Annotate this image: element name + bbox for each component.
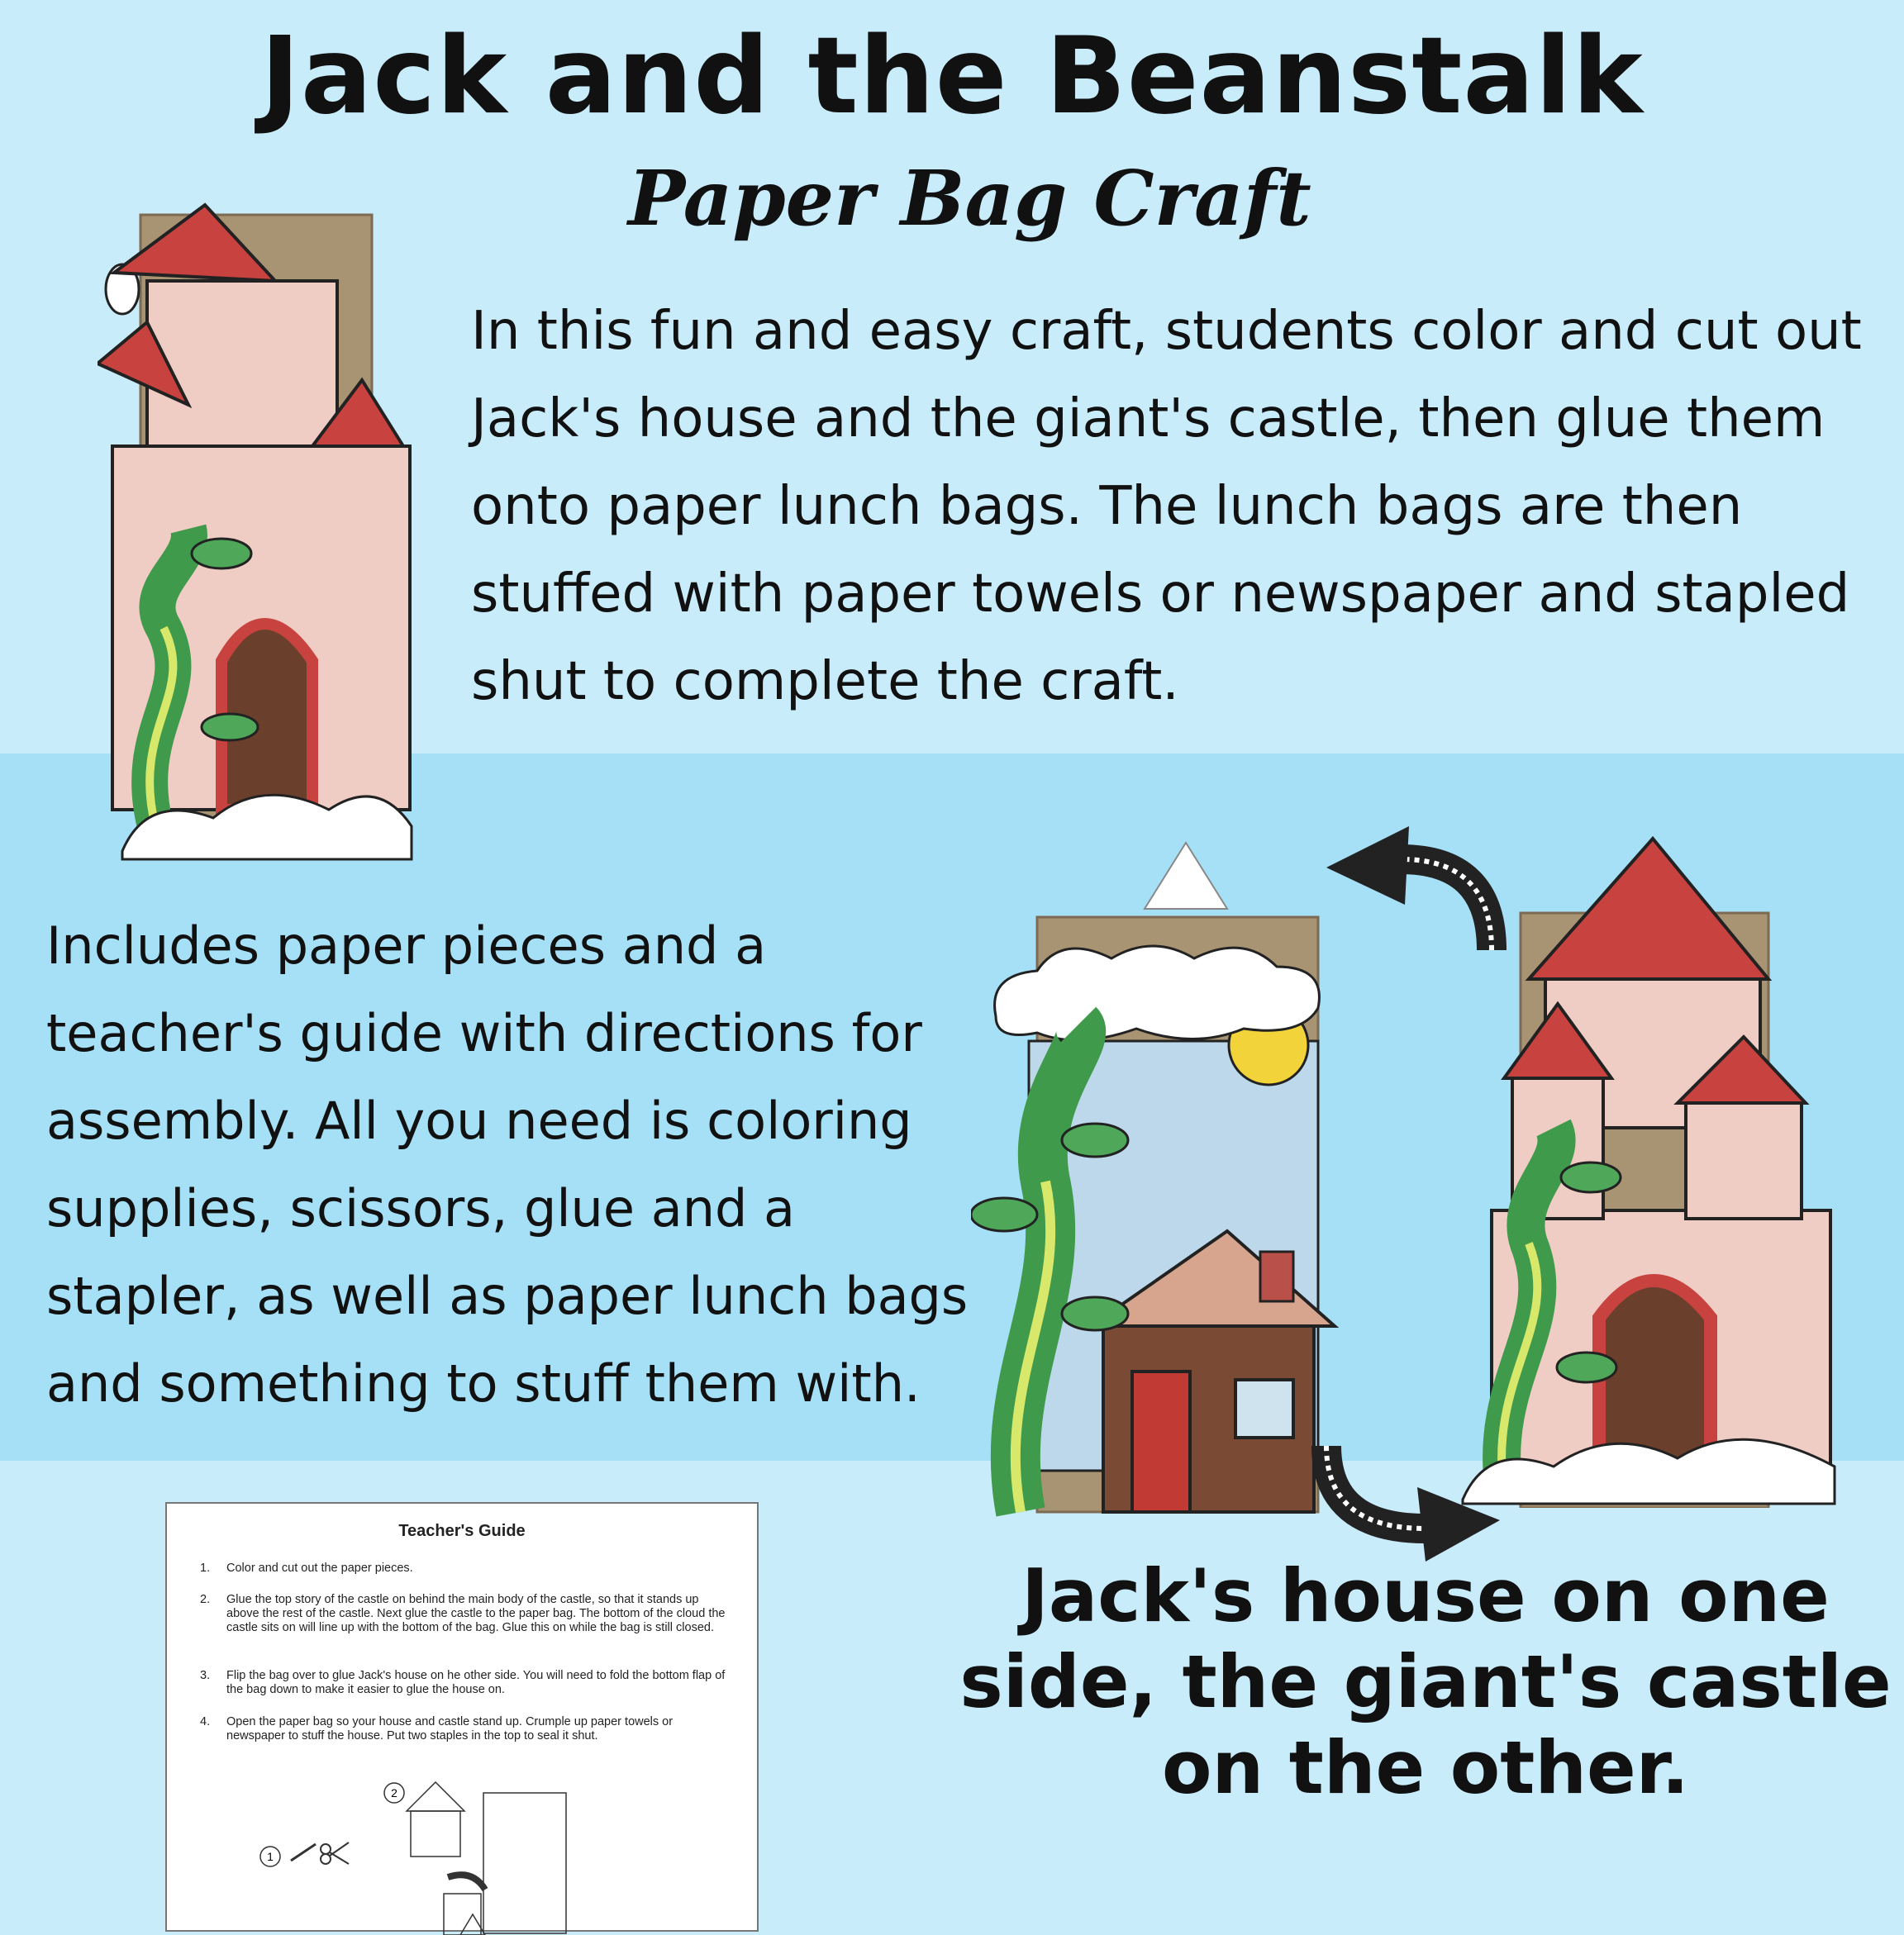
guide-title: Teacher's Guide xyxy=(398,1522,526,1540)
guide-step-number: 1. xyxy=(200,1562,211,1575)
guide-step xyxy=(200,1562,729,1576)
page-title: Jack and the Beanstalk xyxy=(260,15,1644,138)
guide-step-number: 4. xyxy=(200,1715,211,1728)
house-bag-photo xyxy=(971,834,1359,1524)
pencil-icon xyxy=(291,1844,316,1861)
guide-step xyxy=(200,1669,729,1697)
guide-step xyxy=(200,1593,729,1635)
guide-step-number: 3. xyxy=(200,1669,211,1682)
castle-bag-photo xyxy=(98,198,445,892)
curved-arrow-icon xyxy=(1326,826,1525,958)
guide-step-text: Flip the bag over to glue Jack's house on he other side. You will need to fold the bottom flap of the bag down to make it easier to glue the house on. xyxy=(226,1669,726,1696)
craft-caption: Jack's house on one side, the giant's castle on the other. xyxy=(959,1553,1892,1810)
guide-step-text: Open the paper bag so your house and castle stand up. Crumple up paper towels or newspaper to stuff the house. Put two staples in the top to seal it shut. xyxy=(226,1715,674,1742)
scissors-icon xyxy=(321,1842,349,1864)
teachers-guide-sheet xyxy=(165,1502,759,1932)
guide-diagram xyxy=(250,1778,729,1935)
curved-arrow-icon xyxy=(1310,1438,1500,1562)
guide-step xyxy=(200,1715,729,1743)
diagram-step-label: 2 xyxy=(391,1786,397,1800)
guide-step-text: Color and cut out the paper pieces. xyxy=(226,1562,413,1575)
guide-step-number: 2. xyxy=(200,1593,211,1606)
guide-step-text: Glue the top story of the castle on behind the main body of the castle, so that it stands up above the rest of the castle. Next glue the castle to the paper bag. The bottom of the cloud the castle sits on will line up with the bottom of the bag. Glue this on while the bag is still closed. xyxy=(226,1593,726,1634)
diagram-step-label: 1 xyxy=(267,1850,274,1863)
includes-paragraph: Includes paper pieces and a teacher's guide with directions for assembly. All you need is coloring supplies, scissors, glue and a stapler, as well as paper lunch bags and something to stuff them with. xyxy=(46,915,969,1414)
intro-paragraph: In this fun and easy craft, students color and cut out Jack's house and the giant's castle, then glue them onto paper lunch bags. The lunch bags are then stuffed with paper towels or newspaper and stapled shut to complete the craft. xyxy=(471,301,1862,712)
page-subtitle: Paper Bag Craft xyxy=(628,154,1311,243)
